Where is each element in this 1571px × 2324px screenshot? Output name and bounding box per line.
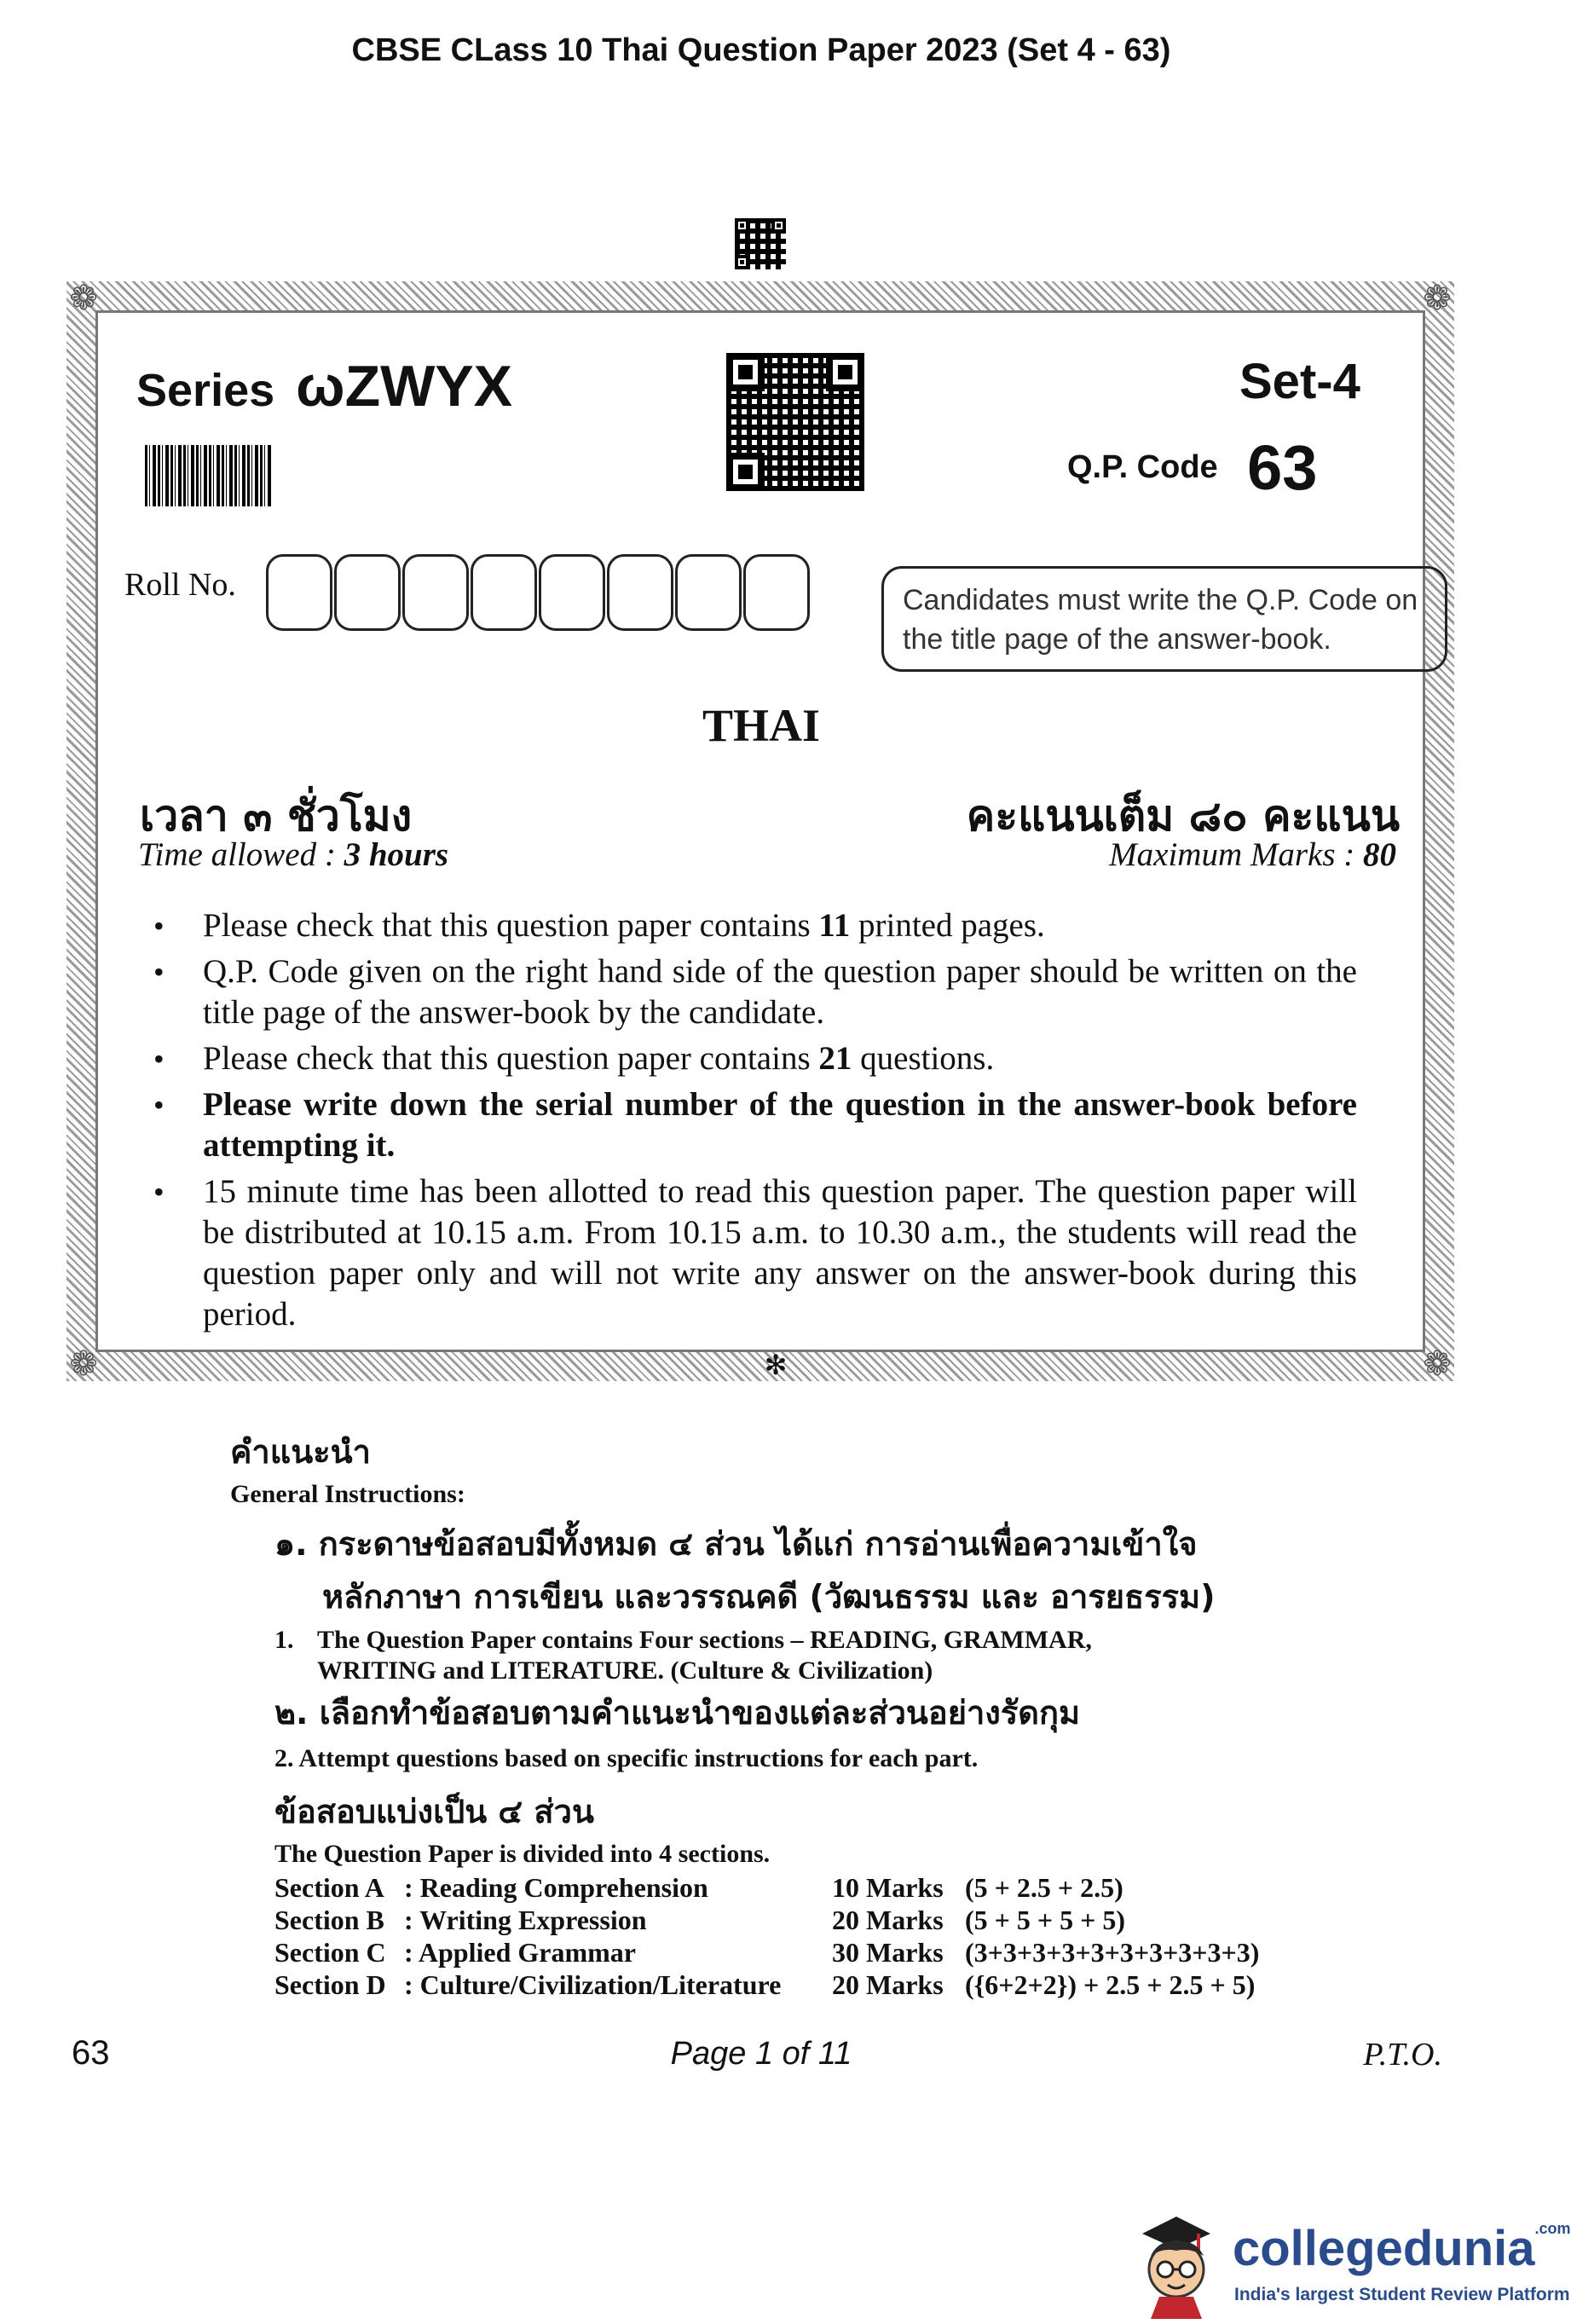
star-icon: ✻ [764, 1350, 788, 1380]
marks-english [1109, 835, 1396, 874]
bullet-icon: • [153, 955, 165, 989]
qp-code-notice: Candidates must write the Q.P. Code on the title page of the answer-book. [881, 566, 1447, 672]
roll-number-boxes [266, 554, 815, 633]
roll-number-box[interactable] [675, 554, 742, 631]
corner-ornament-icon: ❁ [1423, 279, 1452, 317]
roll-number-box[interactable] [607, 554, 673, 631]
sections-english-heading: The Question Paper is divided into 4 sections. [274, 1840, 771, 1868]
bullet-icon: • [153, 1088, 165, 1122]
list-item: • Please check that this question paper contains 21 questions. [143, 1038, 1357, 1079]
item1-thai-line1: ๑. กระดาษข้อสอบมีทั้งหมด ๔ ส่วน ได้แก่ การอ่านเพื่อความเข้าใจ [274, 1525, 1198, 1563]
sections-thai-heading: ข้อสอบแบ่งเป็น ๔ ส่วน [274, 1793, 594, 1830]
bullet-icon: • [153, 909, 165, 943]
roll-number-box[interactable] [471, 554, 537, 631]
series-line [136, 353, 512, 419]
item2-english: 2. Attempt questions based on specific instructions for each part. [274, 1744, 979, 1772]
roll-number-box[interactable] [539, 554, 605, 631]
instructions-heading: General Instructions: [230, 1480, 465, 1508]
qp-code-line [1067, 431, 1317, 504]
bullet-icon: • [153, 1175, 165, 1209]
qp-code-label: Q.P. Code [1067, 449, 1218, 485]
marks-thai: คะแนนเต็ม ๘๐ คะแนน [966, 791, 1400, 841]
marks-label: Maximum Marks : [1109, 836, 1363, 873]
roll-number-box[interactable] [402, 554, 469, 631]
roll-number-box[interactable] [743, 554, 810, 631]
marks-value: 80 [1363, 836, 1396, 873]
roll-number-box[interactable] [266, 554, 332, 631]
series-label: Series [136, 365, 275, 416]
set-label: Set-4 [1239, 354, 1360, 409]
sections-table: Section A : Reading Comprehension 10 Marks (5 + 2.5 + 2.5) Section B : Writing Expression 20 Marks (5 + 5 + 5 + 5) Section C : Applied Grammar 30 Marks (3+3+3+3+3+3+3+3+3+3) Section D : Culture/Civilization/Literature 20 Marks ({6+2+2}) + 2.5 + 2.5 + 5) [274, 1872, 1260, 2000]
time-value: 3 hours [344, 836, 449, 873]
corner-ornament-icon: ❁ [69, 279, 98, 317]
subject-title: THAI [702, 700, 821, 751]
qp-code-value: 63 [1247, 432, 1318, 503]
item1-thai-line2: หลักภาษา การเขียน และวรรณคดี (วัฒนธรรม และ อารยธรรม) [322, 1578, 1216, 1616]
brand-mascot-icon [1134, 2208, 1219, 2319]
page-number: Page 1 of 11 [670, 2036, 852, 2072]
page-title: CBSE CLass 10 Thai Question Paper 2023 (Set 4 - 63) [351, 32, 1171, 68]
time-label: Time allowed : [138, 836, 344, 873]
corner-ornament-icon: ❁ [69, 1344, 98, 1383]
pto-label: P.T.O. [1363, 2037, 1442, 2073]
list-item: • 15 minute time has been allotted to read this question paper. The question paper will be distributed at 10.15 a.m. From 10.15 a.m. to 10.30 a.m., the students will read the question paper only and will not write any answer on the answer-book during this period. [153, 1173, 1357, 1333]
list-item: • Please write down the serial number of the question in the answer-book before attempting it. [153, 1086, 1357, 1164]
small-qr-code [735, 218, 786, 269]
roll-number-box[interactable] [334, 554, 401, 631]
qr-code [726, 353, 864, 491]
brand-name: collegedunia$^{.com}$ [1233, 2220, 1571, 2276]
item2-thai: ๒. เลือกทำข้อสอบตามคำแนะนำของแต่ละส่วนอย่างรัดกุม [274, 1694, 1081, 1731]
bullet-icon: • [153, 1042, 165, 1076]
instructions-thai-heading: คำแนะนำ [230, 1433, 371, 1471]
list-item: • Q.P. Code given on the right hand side of the question paper should be written on the title page of the answer-book by the candidate. [153, 953, 1357, 1031]
barcode [145, 445, 271, 506]
item1-english: 1. The Question Paper contains Four sections – READING, GRAMMAR, WRITING and LITERATURE. (Culture & Civilization) [274, 1626, 1092, 1685]
corner-ornament-icon: ❁ [1423, 1344, 1452, 1383]
footer-code: 63 [72, 2034, 110, 2072]
series-code: ωZWYX [296, 354, 513, 419]
time-english [138, 835, 448, 874]
brand-tagline: India's largest Student Review Platform [1234, 2285, 1570, 2304]
list-item: • Please check that this question paper contains 11 printed pages. [143, 905, 1357, 946]
time-thai: เวลา ๓ ชั่วโมง [140, 791, 413, 841]
roll-label: Roll No. [124, 567, 236, 603]
candidate-instructions [143, 905, 1357, 1340]
